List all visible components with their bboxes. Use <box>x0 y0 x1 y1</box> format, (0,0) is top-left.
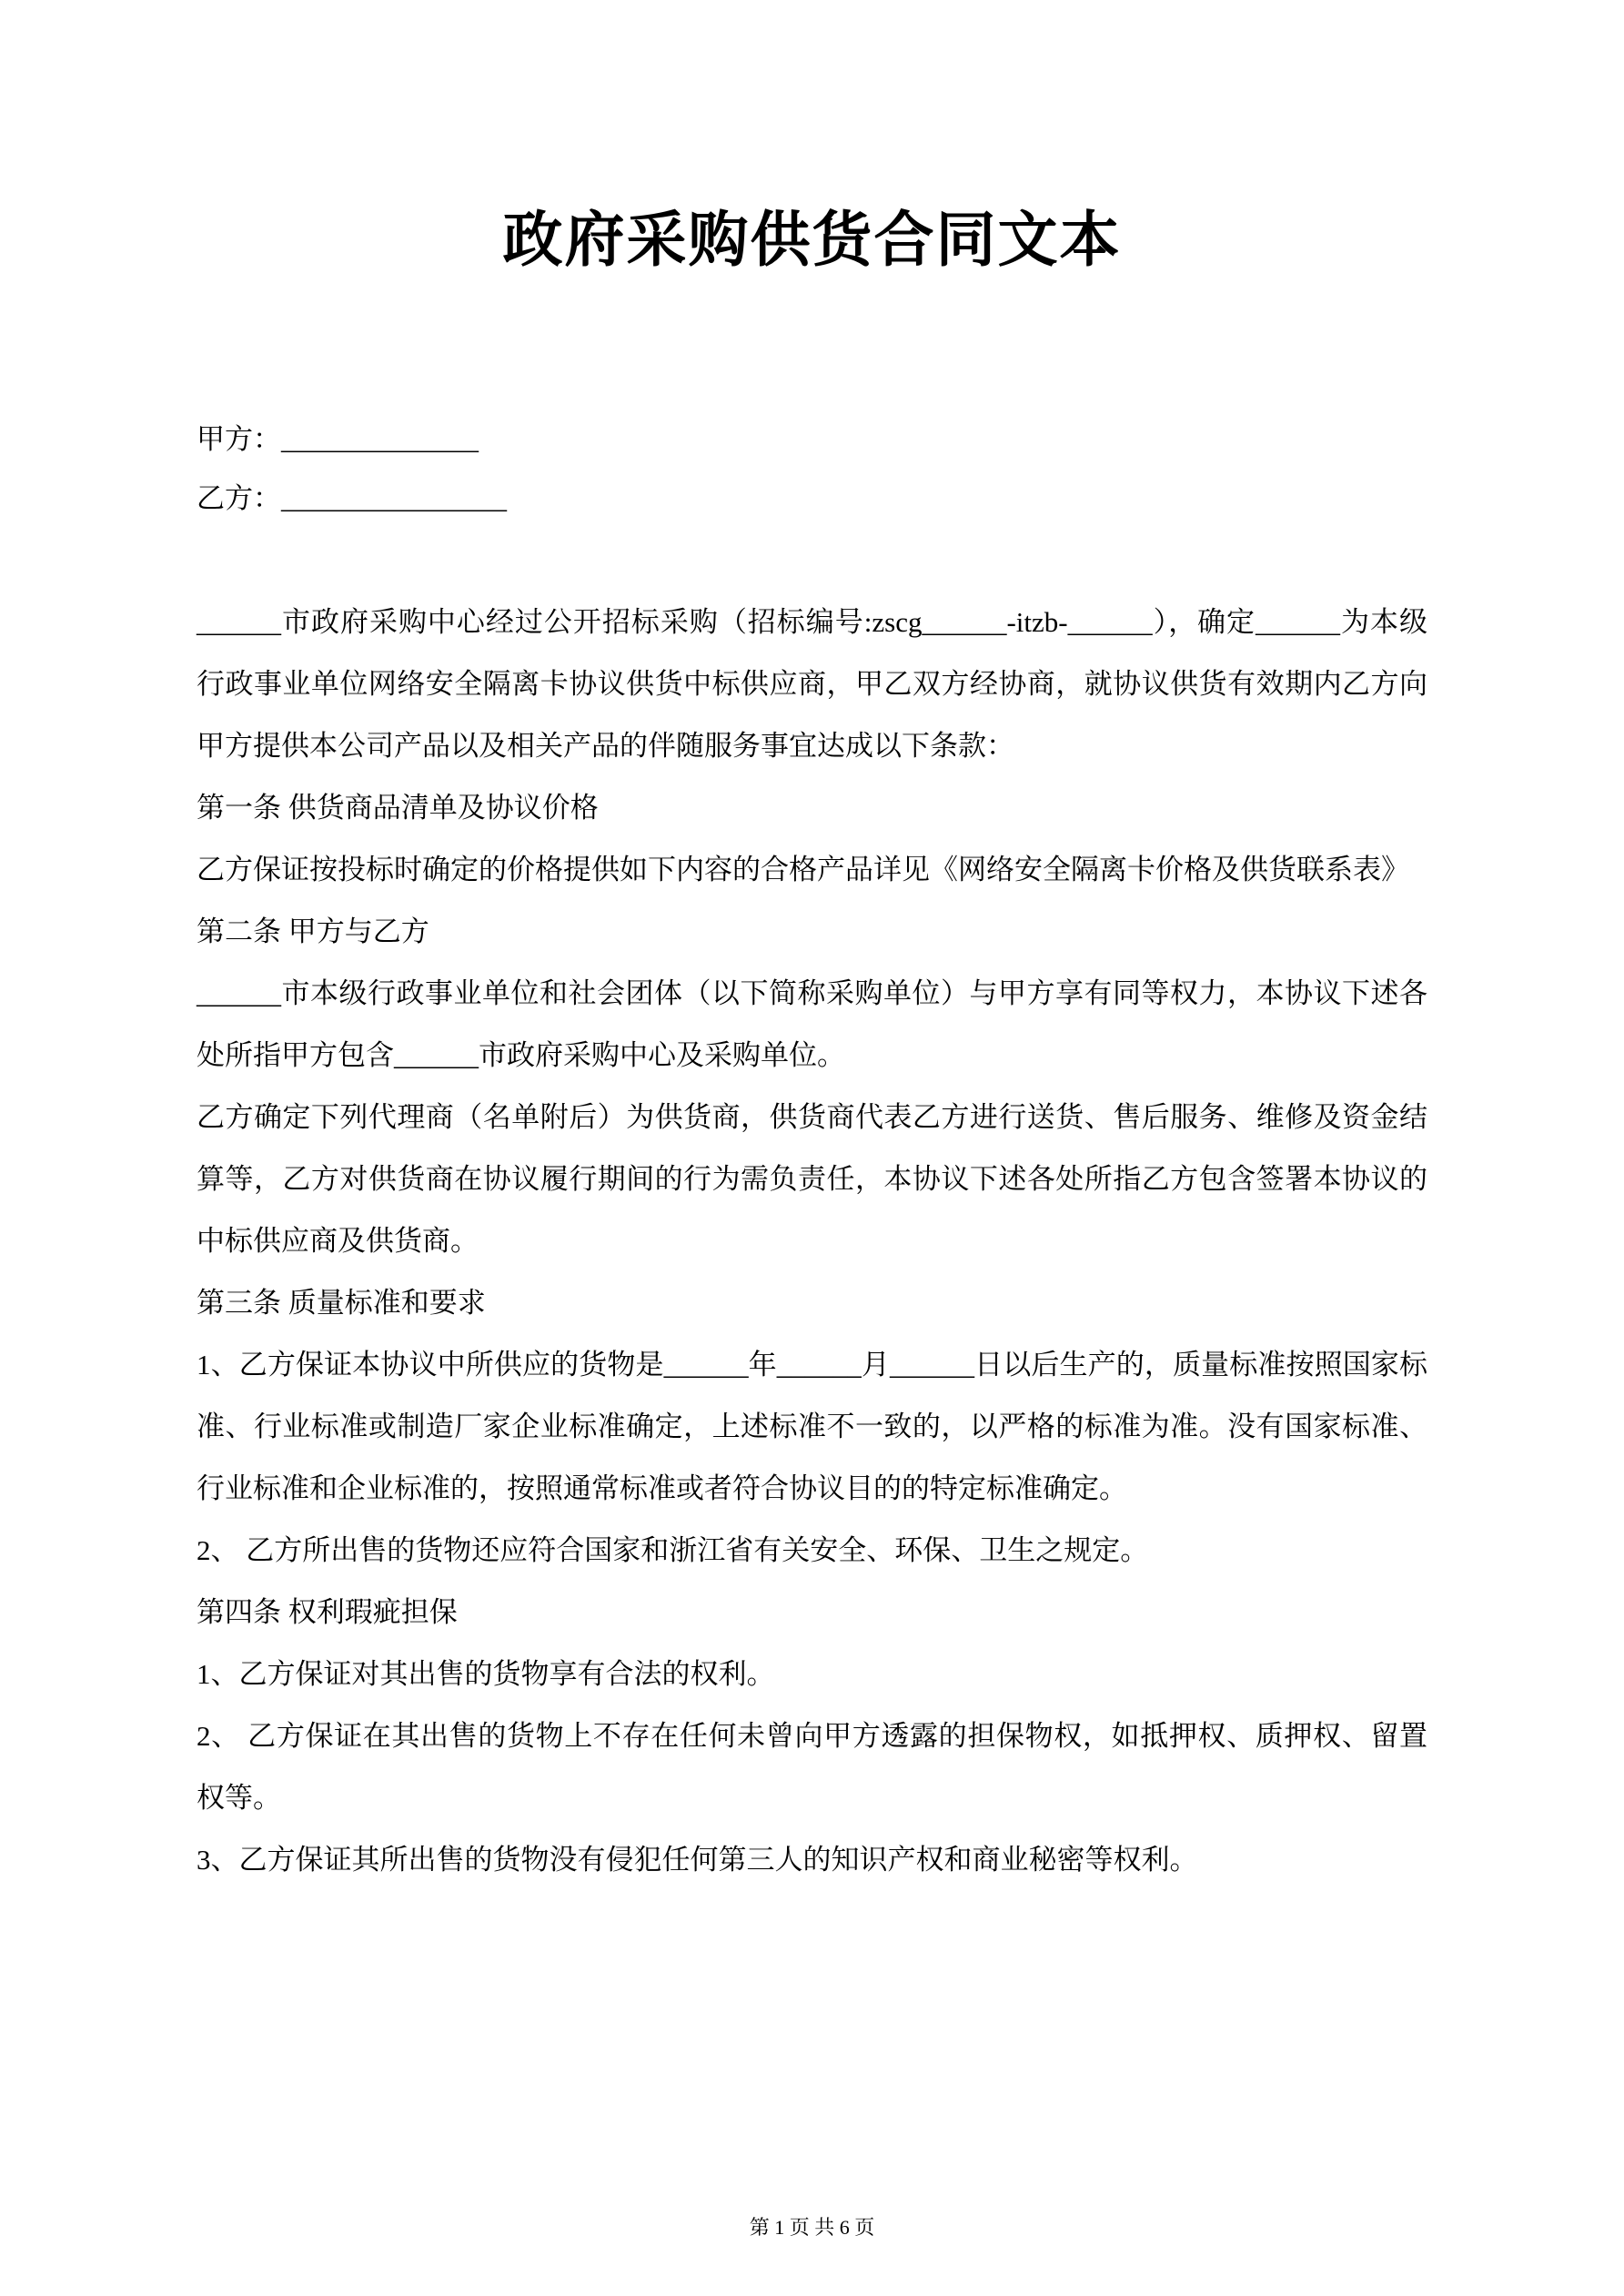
clause-heading: 第二条 甲方与乙方 <box>197 915 429 947</box>
paragraph: 2、 乙方所出售的货物还应符合国家和浙江省有关安全、环保、卫生之规定。 <box>197 1534 1149 1566</box>
party-b-label: 乙方： <box>197 482 281 514</box>
paragraph: 2、 乙方保证在其出售的货物上不存在任何未曾向甲方透露的担保物权，如抵押权、质押权、留置权等。 <box>197 1720 1427 1814</box>
paragraph: ______市本级行政事业单位和社会团体（以下简称采购单位）与甲方享有同等权力，本协议下述各处所指甲方包含______市政府采购中心及采购单位。 <box>197 977 1427 1071</box>
paragraph: ______市政府采购中心经过公开招标采购（招标编号:zscg______-itzb-______），确定______为本级行政事业单位网络安全隔离卡协议供货中标供应商，甲乙双方经协商，就协议供货有效期内乙方向甲方提供本公司产品以及相关产品的伴随服务事宜达成以下条款： <box>197 606 1427 762</box>
paragraph: 乙方保证按投标时确定的价格提供如下内容的合格产品详见《网络安全隔离卡价格及供货联系表》 <box>197 854 1409 885</box>
clause-heading: 第四条 权利瑕疵担保 <box>197 1596 458 1628</box>
party-a-label: 甲方： <box>197 423 281 455</box>
paragraph: 1、乙方保证对其出售的货物享有合法的权利。 <box>197 1658 775 1690</box>
clause-heading: 第三条 质量标准和要求 <box>197 1287 486 1319</box>
party-b-blank: ________________ <box>281 482 507 514</box>
paragraph: 3、乙方保证其所出售的货物没有侵犯任何第三人的知识产权和商业秘密等权利。 <box>197 1844 1198 1876</box>
page-title: 政府采购供货合同文本 <box>502 207 1122 274</box>
paragraph: 1、乙方保证本协议中所供应的货物是______年______月______日以后生产的，质量标准按照国家标准、行业标准或制造厂家企业标准确定，上述标准不一致的，以严格的标准为准。没有国家标准、行业标准和企业标准的，按照通常标准或者符合协议目的的特定标准确定。 <box>197 1349 1427 1504</box>
party-block <box>197 410 1427 528</box>
party-a-blank: ______________ <box>281 423 479 455</box>
party-b-line <box>197 469 1427 528</box>
contract-body <box>197 592 1427 1891</box>
clause-heading: 第一条 供货商品清单及协议价格 <box>197 792 599 824</box>
page-number: 第 1 页 共 6 页 <box>749 2216 875 2239</box>
paragraph: 乙方确定下列代理商（名单附后）为供货商，供货商代表乙方进行送货、售后服务、维修及资金结算等，乙方对供货商在协议履行期间的行为需负责任，本协议下述各处所指乙方包含签署本协议的中标供应商及供货商。 <box>197 1101 1427 1257</box>
party-a-line <box>197 410 1427 469</box>
